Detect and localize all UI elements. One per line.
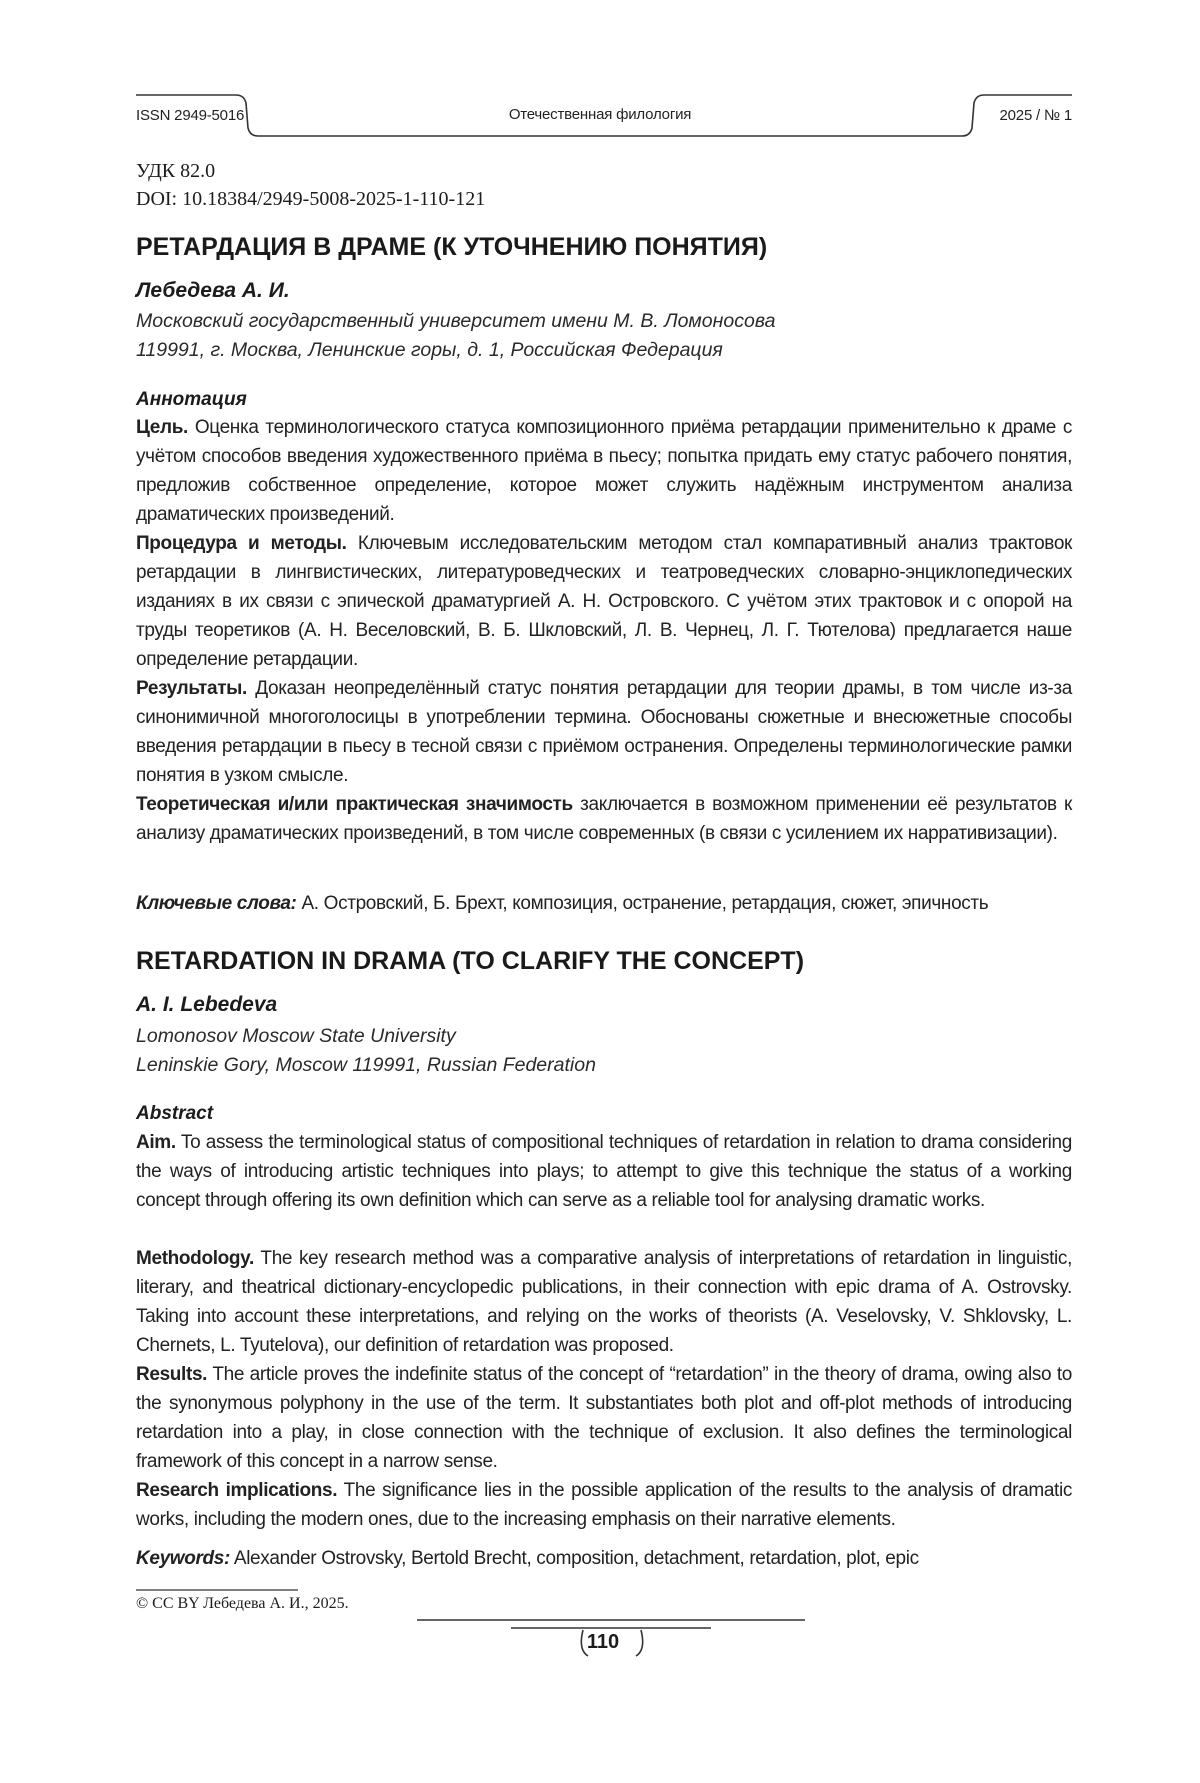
en-implications-text: The significance lies in the possible application of the results to the analysis of dramatic works, including the modern ones, due to the increasing emphasis on their narrative elements. bbox=[136, 1480, 1072, 1530]
en-methods bbox=[136, 1244, 1072, 1360]
en-aim-text: To assess the terminological status of compositional techniques of retardation in relation to drama considering the ways of introducing artistic techniques into plays; to attempt to give this technique the status of a working concept through offering its own definition which can serve as a reliable tool for analysing dramatic works. bbox=[136, 1132, 1072, 1211]
en-results bbox=[136, 1360, 1072, 1476]
ru-methods-text: Ключевым исследовательским методом стал компаративный анализ трактовок ретардации в лингвистических, литературоведческих и театроведческих словарно-энциклопедических изданиях в их связи с эпической драматургией А. Н. Островского. С учётом этих трактовок и с опорой на труды теоретиков (А. Н. Веселовский, В. Б. Шкловский, Л. В. Чернец, Л. Г. Тютелова) предлагается наше определение ретардации. bbox=[136, 533, 1072, 670]
ru-author: Лебедева А. И. bbox=[136, 279, 290, 302]
ru-abstract-heading: Аннотация bbox=[136, 389, 247, 410]
ru-keywords bbox=[136, 893, 988, 915]
en-keywords bbox=[136, 1548, 919, 1570]
en-aim-label: Aim. bbox=[136, 1132, 176, 1153]
ru-aim-label: Цель. bbox=[136, 417, 188, 438]
ru-affiliation-2: 119991, г. Москва, Ленинские горы, д. 1, Российская Федерация bbox=[136, 339, 723, 361]
doi: DOI: 10.18384/2949-5008-2025-1-110-121 bbox=[136, 188, 486, 210]
ru-title: РЕТАРДАЦИЯ В ДРАМЕ (К УТОЧНЕНИЮ ПОНЯТИЯ) bbox=[136, 233, 768, 261]
ru-significance-text: заключается в возможном применении её результатов к анализу драматических произведений, в том числе современных (в связи с усилением их нарративизации). bbox=[136, 794, 1072, 844]
ru-keywords-label: Ключевые слова: bbox=[136, 893, 297, 914]
journal-name: Отечественная филология bbox=[508, 106, 692, 123]
ru-aim bbox=[136, 413, 1072, 529]
en-aim bbox=[136, 1128, 1072, 1215]
en-results-label: Results. bbox=[136, 1364, 208, 1385]
ru-results-label: Результаты. bbox=[136, 678, 247, 699]
en-results-text: The article proves the indefinite status of the concept of “retardation” in the theory of drama, owing also to the synonymous polyphony in the use of the term. It substantiates both plot and off-plot methods of introducing retardation into a play, in close connection with the technique of exclusion. It also defines the terminological framework of this concept in a narrow sense. bbox=[136, 1364, 1072, 1472]
ru-methods bbox=[136, 529, 1072, 674]
header-frame bbox=[0, 0, 1200, 150]
ru-methods-label: Процедура и методы. bbox=[136, 533, 347, 554]
ru-keywords-text: А. Островский, Б. Брехт, композиция, остранение, ретардация, сюжет, эпичность bbox=[296, 893, 989, 914]
en-abstract-heading: Abstract bbox=[136, 1103, 214, 1124]
ru-results-text: Доказан неопределённый статус понятия ретардации для теории драмы, в том числе из-за синонимичной многоголосицы в употреблении термина. Обоснованы сюжетные и внесюжетные способы введения ретардации в пьесу в тесной связи с приёмом остранения. Определены терминологические рамки понятия в узком смысле. bbox=[136, 678, 1072, 786]
issue: 2025 / № 1 bbox=[999, 107, 1072, 124]
en-methods-label: Methodology. bbox=[136, 1248, 254, 1269]
en-affiliation-1: Lomonosov Moscow State University bbox=[136, 1025, 456, 1047]
ru-significance bbox=[136, 790, 1072, 848]
en-implications bbox=[136, 1476, 1072, 1534]
en-methods-text: The key research method was a comparative analysis of interpretations of retardation in linguistic, literary, and theatrical dictionary-encyclopedic publications, in their connection with epic drama of A. Ostrovsky. Taking into account these interpretations, and relying on the works of theorists (A. Veselovsky, V. Shklovsky, L. Chernets, L. Tyutelova), our definition of retardation was proposed. bbox=[136, 1248, 1072, 1356]
ru-aim-text: Оценка терминологического статуса композиционного приёма ретардации применительно к драме с учётом способов введения художественного приёма в пьесу; попытка придать ему статус рабочего понятия, предложив собственное определение, которое может служить надёжным инструментом анализа драматических произведений. bbox=[136, 417, 1072, 525]
ru-affiliation-1: Московский государственный университет имени М. В. Ломоносова bbox=[136, 310, 776, 332]
en-keywords-text: Alexander Ostrovsky, Bertold Brecht, composition, detachment, retardation, plot, epic bbox=[229, 1548, 919, 1569]
udk: УДК 82.0 bbox=[136, 160, 216, 182]
en-author: A. I. Lebedeva bbox=[136, 993, 278, 1016]
copyright: © CC BY Лебедева А. И., 2025. bbox=[136, 1595, 349, 1612]
ru-results bbox=[136, 674, 1072, 790]
en-keywords-label: Keywords: bbox=[136, 1548, 230, 1569]
en-title: RETARDATION IN DRAMA (TO CLARIFY THE CONCEPT) bbox=[136, 947, 805, 975]
page-number: 110 bbox=[586, 1631, 620, 1653]
ru-significance-label: Теоретическая и/или практическая значимость bbox=[136, 794, 573, 815]
en-implications-label: Research implications. bbox=[136, 1480, 338, 1501]
issn: ISSN 2949-5016 bbox=[136, 107, 245, 124]
en-affiliation-2: Leninskie Gory, Moscow 119991, Russian Federation bbox=[136, 1054, 596, 1076]
